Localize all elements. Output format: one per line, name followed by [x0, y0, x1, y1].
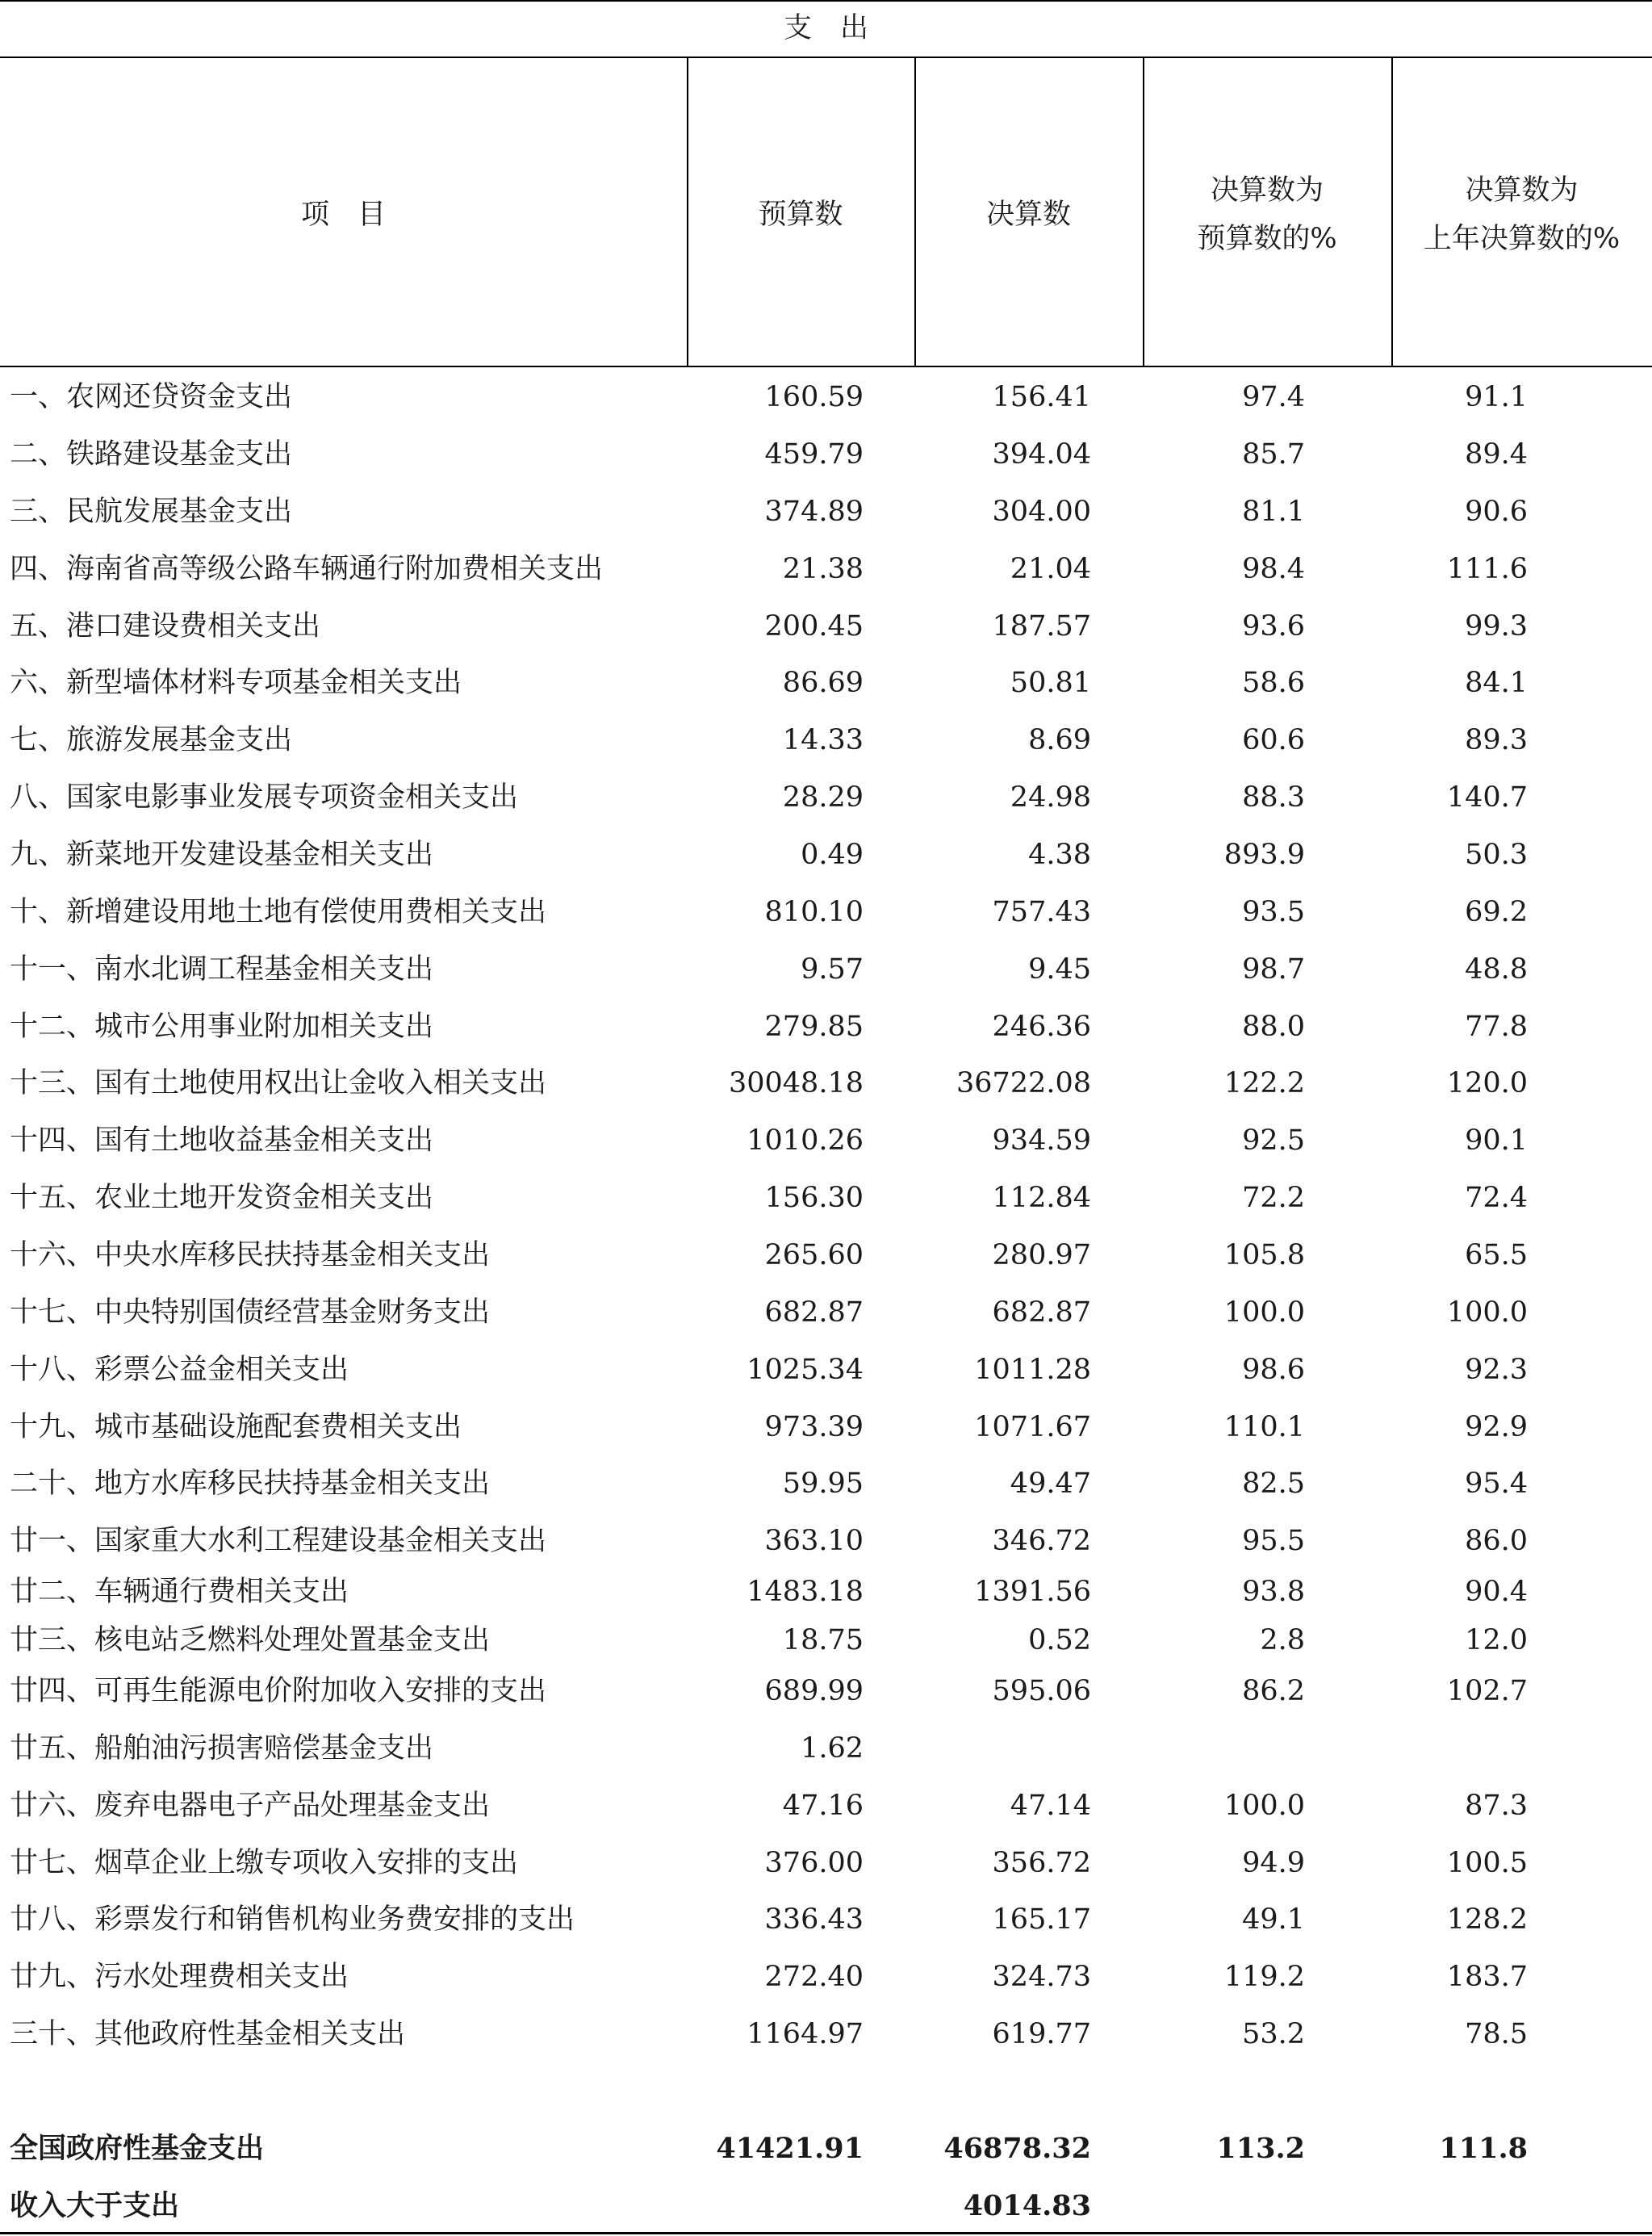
- cell-pct-last-year: 183.7: [1446, 1961, 1528, 1993]
- cell-final: 46878.32: [943, 2132, 1091, 2165]
- cell-item: 廿七、烟草企业上缴专项收入安排的支出: [10, 1847, 519, 1879]
- cell-pct-budget: 893.9: [1223, 839, 1305, 871]
- cell-item: 九、新菜地开发建设基金相关支出: [10, 839, 434, 871]
- cell-budget: 59.95: [782, 1468, 864, 1500]
- cell-item: 十五、农业土地开发资金相关支出: [10, 1182, 434, 1214]
- cell-budget: 160.59: [764, 381, 864, 413]
- cell-final: 9.45: [1028, 953, 1091, 986]
- cell-item: 三、民航发展基金支出: [10, 496, 293, 528]
- cell-pct-budget: 93.8: [1242, 1576, 1305, 1608]
- cell-pct-budget: 119.2: [1223, 1961, 1305, 1993]
- cell-item: 廿一、国家重大水利工程建设基金相关支出: [10, 1525, 547, 1557]
- cell-final: 1071.67: [974, 1411, 1091, 1443]
- cell-item: 三十、其他政府性基金相关支出: [10, 2018, 406, 2050]
- header-final: 决算数: [985, 199, 1071, 231]
- bottom-rule: [0, 2232, 1652, 2234]
- cell-budget: 47.16: [782, 1790, 864, 1822]
- cell-budget: 459.79: [764, 438, 864, 471]
- cell-item: 廿四、可再生能源电价附加收入安排的支出: [10, 1675, 547, 1707]
- header-budget: 预算数: [758, 199, 843, 231]
- cell-pct-budget: 110.1: [1223, 1411, 1305, 1443]
- cell-pct-budget: 98.7: [1242, 953, 1305, 986]
- cell-final: 619.77: [992, 2018, 1091, 2050]
- cell-final: 112.84: [992, 1182, 1091, 1214]
- cell-pct-budget: 92.5: [1242, 1124, 1305, 1157]
- cell-final: 8.69: [1028, 724, 1091, 756]
- cell-budget: 41421.91: [716, 2132, 864, 2165]
- cell-final: 49.47: [1010, 1468, 1091, 1500]
- cell-pct-budget: 105.8: [1223, 1239, 1305, 1271]
- cell-final: 4.38: [1028, 839, 1091, 871]
- header-rule: [0, 366, 1652, 367]
- cell-final: 47.14: [1010, 1790, 1091, 1822]
- cell-budget: 682.87: [764, 1296, 864, 1329]
- cell-item: 十四、国有土地收益基金相关支出: [10, 1124, 434, 1157]
- cell-final: 24.98: [1010, 781, 1091, 814]
- cell-pct-budget: 81.1: [1242, 496, 1305, 528]
- cell-final: 394.04: [992, 438, 1091, 471]
- cell-pct-last-year: 92.3: [1465, 1354, 1528, 1386]
- cell-budget: 9.57: [801, 953, 864, 986]
- cell-budget: 28.29: [782, 781, 864, 814]
- cell-budget: 1025.34: [747, 1354, 864, 1386]
- cell-item: 五、港口建设费相关支出: [10, 610, 321, 643]
- cell-pct-last-year: 102.7: [1446, 1675, 1528, 1707]
- cell-pct-budget: 100.0: [1223, 1790, 1305, 1822]
- cell-item: 二十、地方水库移民扶持基金相关支出: [10, 1468, 491, 1500]
- cell-item: 八、国家电影事业发展专项资金相关支出: [10, 781, 519, 814]
- cell-budget: 18.75: [782, 1624, 864, 1656]
- cell-budget: 279.85: [764, 1011, 864, 1043]
- cell-pct-budget: 93.5: [1242, 896, 1305, 928]
- cell-pct-last-year: 91.1: [1465, 381, 1528, 413]
- cell-pct-budget: 72.2: [1242, 1182, 1305, 1214]
- cell-item: 四、海南省高等级公路车辆通行附加费相关支出: [10, 553, 604, 585]
- cell-budget: 810.10: [764, 896, 864, 928]
- cell-pct-last-year: 90.1: [1465, 1124, 1528, 1157]
- cell-budget: 200.45: [764, 610, 864, 643]
- cell-item: 十一、南水北调工程基金相关支出: [10, 953, 434, 986]
- cell-item: 六、新型墙体材料专项基金相关支出: [10, 667, 462, 699]
- cell-budget: 336.43: [764, 1903, 864, 1936]
- cell-pct-last-year: 89.4: [1465, 438, 1528, 471]
- cell-pct-budget: 94.9: [1242, 1847, 1305, 1879]
- cell-final: 50.81: [1010, 667, 1091, 699]
- cell-final: 21.04: [1010, 553, 1091, 585]
- cell-budget: 374.89: [764, 496, 864, 528]
- cell-budget: 0.49: [801, 839, 864, 871]
- cell-pct-budget: 97.4: [1242, 381, 1305, 413]
- cell-item: 十七、中央特别国债经营基金财务支出: [10, 1296, 491, 1329]
- header-pct-budget-line2: 预算数的%: [1197, 223, 1337, 255]
- cell-pct-budget: 88.3: [1242, 781, 1305, 814]
- cell-final: 4014.83: [963, 2189, 1091, 2222]
- cell-item: 廿五、船舶油污损害赔偿基金支出: [10, 1732, 434, 1765]
- cell-pct-budget: 82.5: [1242, 1468, 1305, 1500]
- cell-final: 324.73: [992, 1961, 1091, 1993]
- cell-item: 十、新增建设用地土地有偿使用费相关支出: [10, 896, 547, 928]
- cell-budget: 14.33: [782, 724, 864, 756]
- cell-item: 廿八、彩票发行和销售机构业务费安排的支出: [10, 1903, 575, 1936]
- cell-item: 十八、彩票公益金相关支出: [10, 1354, 349, 1386]
- cell-budget: 86.69: [782, 667, 864, 699]
- cell-item: 收入大于支出: [10, 2189, 180, 2222]
- title-rule: [0, 57, 1652, 58]
- cell-final: 346.72: [992, 1525, 1091, 1557]
- cell-budget: 1164.97: [747, 2018, 864, 2050]
- cell-item: 廿二、车辆通行费相关支出: [10, 1576, 349, 1608]
- cell-pct-budget: 113.2: [1216, 2132, 1305, 2165]
- col-divider: [1391, 57, 1393, 366]
- cell-budget: 156.30: [764, 1182, 864, 1214]
- cell-budget: 1.62: [801, 1732, 864, 1765]
- cell-pct-last-year: 99.3: [1465, 610, 1528, 643]
- cell-pct-last-year: 84.1: [1465, 667, 1528, 699]
- cell-item: 廿九、污水处理费相关支出: [10, 1961, 349, 1993]
- cell-final: 36722.08: [956, 1067, 1091, 1099]
- cell-item: 全国政府性基金支出: [10, 2132, 265, 2165]
- cell-pct-budget: 93.6: [1242, 610, 1305, 643]
- cell-pct-last-year: 89.3: [1465, 724, 1528, 756]
- cell-final: 595.06: [992, 1675, 1091, 1707]
- cell-pct-budget: 98.6: [1242, 1354, 1305, 1386]
- cell-item: 十六、中央水库移民扶持基金相关支出: [10, 1239, 491, 1271]
- header-pct-last-year-line1: 决算数为: [1465, 174, 1579, 207]
- cell-final: 165.17: [992, 1903, 1091, 1936]
- section-title: 支 出: [783, 12, 868, 44]
- cell-final: 356.72: [992, 1847, 1091, 1879]
- cell-pct-last-year: 140.7: [1446, 781, 1528, 814]
- cell-pct-last-year: 77.8: [1465, 1011, 1528, 1043]
- cell-final: 304.00: [992, 496, 1091, 528]
- cell-pct-last-year: 128.2: [1446, 1903, 1528, 1936]
- cell-pct-last-year: 87.3: [1465, 1790, 1528, 1822]
- cell-pct-budget: 95.5: [1242, 1525, 1305, 1557]
- cell-final: 156.41: [992, 381, 1091, 413]
- top-rule: [0, 0, 1652, 2]
- cell-final: 682.87: [992, 1296, 1091, 1329]
- cell-budget: 21.38: [782, 553, 864, 585]
- cell-final: 187.57: [992, 610, 1091, 643]
- cell-budget: 363.10: [764, 1525, 864, 1557]
- cell-pct-last-year: 95.4: [1465, 1468, 1528, 1500]
- cell-item: 一、农网还贷资金支出: [10, 381, 293, 413]
- cell-budget: 689.99: [764, 1675, 864, 1707]
- cell-pct-budget: 53.2: [1242, 2018, 1305, 2050]
- cell-item: 十二、城市公用事业附加相关支出: [10, 1011, 434, 1043]
- cell-pct-budget: 100.0: [1223, 1296, 1305, 1329]
- header-item: 项 目: [300, 199, 386, 231]
- cell-budget: 1483.18: [747, 1576, 864, 1608]
- cell-item: 十九、城市基础设施配套费相关支出: [10, 1411, 462, 1443]
- col-divider: [1143, 57, 1144, 366]
- cell-budget: 265.60: [764, 1239, 864, 1271]
- cell-final: 934.59: [992, 1124, 1091, 1157]
- header-pct-last-year-line2: 上年决算数的%: [1423, 223, 1621, 255]
- cell-final: 1011.28: [974, 1354, 1091, 1386]
- cell-budget: 1010.26: [747, 1124, 864, 1157]
- cell-pct-last-year: 65.5: [1465, 1239, 1528, 1271]
- cell-item: 廿三、核电站乏燃料处理处置基金支出: [10, 1624, 491, 1656]
- cell-pct-last-year: 78.5: [1465, 2018, 1528, 2050]
- cell-final: 0.52: [1028, 1624, 1091, 1656]
- cell-pct-last-year: 100.5: [1446, 1847, 1528, 1879]
- cell-pct-budget: 58.6: [1242, 667, 1305, 699]
- cell-budget: 973.39: [764, 1411, 864, 1443]
- cell-pct-last-year: 100.0: [1446, 1296, 1528, 1329]
- cell-pct-last-year: 111.8: [1439, 2132, 1528, 2165]
- cell-budget: 272.40: [764, 1961, 864, 1993]
- cell-item: 廿六、废弃电器电子产品处理基金支出: [10, 1790, 491, 1822]
- cell-pct-budget: 60.6: [1242, 724, 1305, 756]
- cell-pct-last-year: 120.0: [1446, 1067, 1528, 1099]
- cell-final: 1391.56: [974, 1576, 1091, 1608]
- cell-pct-last-year: 12.0: [1465, 1624, 1528, 1656]
- cell-pct-last-year: 111.6: [1446, 553, 1528, 585]
- cell-pct-budget: 85.7: [1242, 438, 1305, 471]
- cell-pct-budget: 2.8: [1260, 1624, 1305, 1656]
- cell-pct-last-year: 48.8: [1465, 953, 1528, 986]
- cell-budget: 376.00: [764, 1847, 864, 1879]
- cell-pct-budget: 86.2: [1242, 1675, 1305, 1707]
- cell-final: 246.36: [992, 1011, 1091, 1043]
- cell-pct-budget: 122.2: [1223, 1067, 1305, 1099]
- cell-pct-budget: 88.0: [1242, 1011, 1305, 1043]
- header-pct-budget-line1: 决算数为: [1210, 174, 1324, 207]
- cell-final: 757.43: [992, 896, 1091, 928]
- cell-pct-last-year: 92.9: [1465, 1411, 1528, 1443]
- cell-pct-last-year: 72.4: [1465, 1182, 1528, 1214]
- cell-pct-last-year: 90.4: [1465, 1576, 1528, 1608]
- cell-pct-budget: 98.4: [1242, 553, 1305, 585]
- cell-pct-last-year: 50.3: [1465, 839, 1528, 871]
- cell-pct-last-year: 86.0: [1465, 1525, 1528, 1557]
- cell-item: 十三、国有土地使用权出让金收入相关支出: [10, 1067, 547, 1099]
- cell-item: 七、旅游发展基金支出: [10, 724, 293, 756]
- cell-pct-last-year: 90.6: [1465, 496, 1528, 528]
- cell-final: 280.97: [992, 1239, 1091, 1271]
- cell-pct-budget: 49.1: [1242, 1903, 1305, 1936]
- cell-pct-last-year: 69.2: [1465, 896, 1528, 928]
- cell-item: 二、铁路建设基金支出: [10, 438, 293, 471]
- cell-budget: 30048.18: [728, 1067, 864, 1099]
